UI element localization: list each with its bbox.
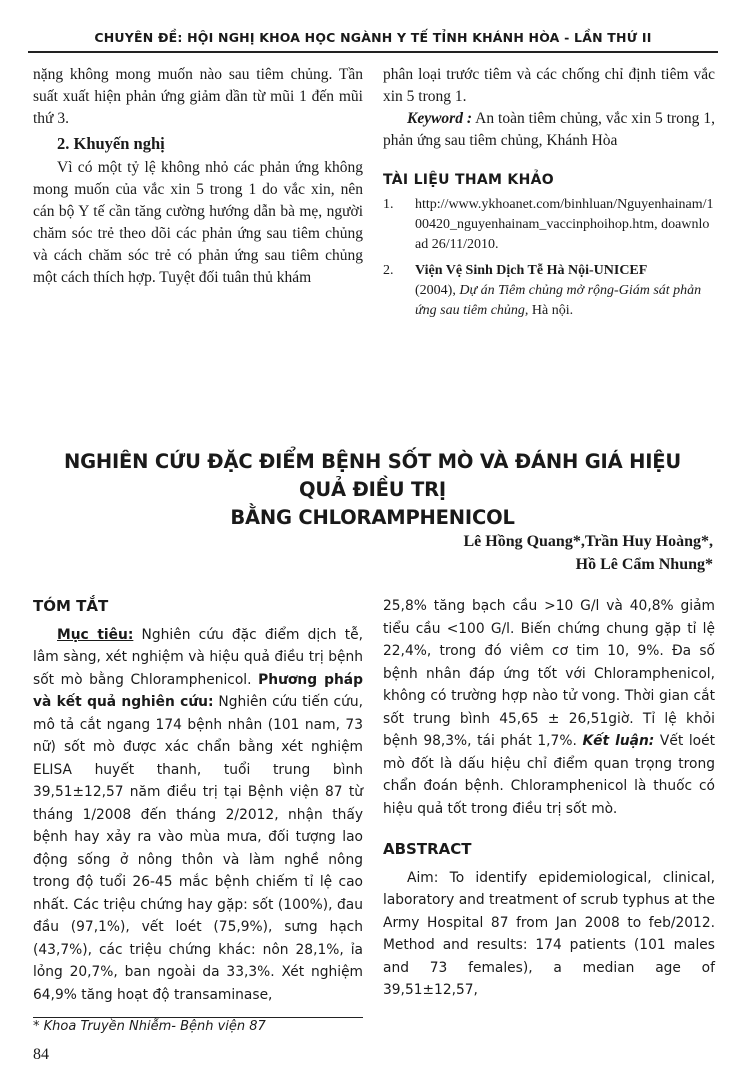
keyword-text: An toàn tiêm chủng, vắc xin 5 trong 1, phản ứng sau tiêm chủng, Khánh Hòa bbox=[383, 110, 715, 149]
top-right-column bbox=[383, 64, 715, 327]
reference-title: Dự án Tiêm chủng mở rộng-Giám sát phản ứng sau tiêm chủng, bbox=[415, 283, 702, 318]
reference-place: Hà nội. bbox=[528, 303, 574, 318]
article-title-line-1: NGHIÊN CỨU ĐẶC ĐIỂM BỆNH SỐT MÒ VÀ ĐÁNH GIÁ HIỆU QUẢ ĐIỀU TRỊ bbox=[63, 450, 682, 501]
article-title-line-2: BẰNG CHLORAMPHENICOL bbox=[230, 506, 515, 529]
reference-number: 1. bbox=[383, 197, 394, 212]
summary-continued-paragraph bbox=[383, 595, 715, 820]
method-label: Phương pháp và kết quả nghiên cứu: bbox=[33, 671, 363, 710]
abstract-paragraph: Aim: To identify epidemiological, clinical, laboratory and treatment of scrub typhus at the Army Hospital 87 from Jan 2008 to feb/2012. Method and results: 174 patients (101 males and 73 females), a median age of 39,51±12,57, bbox=[383, 869, 715, 998]
section-title-recommendations: 2. Khuyến nghị bbox=[57, 134, 165, 153]
top-right-paragraph-1: phân loại trước tiêm và các chống chỉ định tiêm vắc xin 5 trong 1. bbox=[383, 66, 715, 105]
top-left-paragraph-2: Vì có một tỷ lệ không nhỏ các phản ứng không mong muốn của vắc xin 5 trong 1 do vắc xin, nên cán bộ Y tế cần tăng cường hướng dẫn bà mẹ, người chăm sóc trẻ theo dõi các phản ứng sau tiêm chủng và cách chăm sóc trẻ có phản ứng sau tiêm chủng một cách thích hợp. Tuyệt đối tuân thủ khám bbox=[33, 159, 363, 286]
reference-item bbox=[383, 261, 715, 321]
keyword-paragraph bbox=[383, 108, 715, 152]
reference-number: 2. bbox=[383, 263, 394, 278]
reference-link[interactable]: http://www.ykhoanet.com/binhluan/Nguyenhainam/100420_nguyenhainam_vaccinphoihop.htm, doawnload 26/11/2010. bbox=[415, 197, 714, 252]
results-text: 25,8% tăng bạch cầu >10 G/l và 40,8% giảm tiểu cầu <100 G/l. Biến chứng chung gặp tỉ lệ 22,4%, trong đó viêm cơ tim 10, 9%. Đa số bệnh nhân đáp ứng tốt với Chloramphenicol, không có trường hợp nào tử vong. Thời gian cắt sốt trung bình 45,65 ± 26,51giờ. Tỉ lệ khỏi bệnh 98,3%, tái phát 1,7%. bbox=[383, 598, 715, 749]
authors-line-1: Lê Hồng Quang*,Trần Huy Hoàng*, bbox=[463, 533, 713, 550]
reference-authors: Viện Vệ Sinh Dịch Tễ Hà Nội-UNICEF bbox=[415, 263, 648, 278]
aim-label: Mục tiêu: bbox=[57, 626, 134, 643]
running-header: CHUYÊN ĐỀ: HỘI NGHỊ KHOA HỌC NGÀNH Y TẾ TỈNH KHÁNH HÒA - LẦN THỨ II bbox=[94, 30, 652, 45]
conclusion-label: Kết luận: bbox=[582, 733, 655, 749]
method-text: Nghiên cứu tiến cứu, mô tả cắt ngang 174 bệnh nhân (101 nam, 73 nữ) sốt mò được xác chẩn bằng xét nghiệm ELISA huyết thanh, tuổi trung bình 39,51±12,57 năm điều trị tại Bệnh viện 87 từ tháng 1/2008 đến tháng 2/2012, nhận thấy bệnh hay xảy ra vào mùa mưa, đối tượng lao động sống ở nông thôn và làm nghề nông trong độ tuổi 26-45 mắc bệnh chiếm tỉ lệ cao nhất. Các triệu chứng hay gặp: sốt (100%), đau đầu (97,1%), vết loét (75,9%), sưng hạch (43,7%), các triệu chứng khác: nôn 28,1%, ỉa lỏng 20,7%, ban ngoài da 33,3%. Xét nghiệm 64,9% tăng hoạt độ transaminase, bbox=[33, 694, 363, 1003]
authors bbox=[463, 530, 713, 576]
reference-year: (2004), bbox=[415, 283, 460, 298]
authors-line-2: Hồ Lê Cẩm Nhung* bbox=[575, 556, 713, 573]
keyword-label: Keyword : bbox=[407, 110, 473, 127]
reference-item bbox=[383, 195, 715, 255]
reference-text bbox=[415, 261, 715, 321]
top-left-paragraph-1: nặng không mong muốn nào sau tiêm chủng. Tần suất xuất hiện phản ứng giảm dần từ mũi 1 đến mũi thứ 3. bbox=[33, 66, 363, 127]
header-rule bbox=[28, 51, 718, 53]
summary-column bbox=[33, 595, 363, 1006]
abstract-title: ABSTRACT bbox=[383, 840, 472, 858]
summary-title: TÓM TẮT bbox=[33, 597, 109, 615]
references-title: TÀI LIỆU THAM KHẢO bbox=[383, 172, 554, 188]
conclusion-text: Vết loét mò đốt là dấu hiệu chỉ điểm quan trọng trong chẩn đoán bệnh. Chloramphenicol là thuốc có hiệu quả tốt trong điều trị sốt mò. bbox=[383, 733, 715, 817]
footnote: * Khoa Truyền Nhiễm- Bệnh viện 87 bbox=[33, 1019, 266, 1034]
summary-continued-column bbox=[383, 595, 715, 1002]
footnote-rule bbox=[33, 1017, 363, 1018]
top-left-column bbox=[33, 64, 363, 289]
aim-text: Nghiên cứu đặc điểm dịch tễ, lâm sàng, xét nghiệm và hiệu quả điều trị bệnh sốt mò bằng Chloramphenicol. bbox=[33, 626, 363, 688]
page-number: 84 bbox=[33, 1046, 49, 1063]
summary-paragraph bbox=[33, 624, 363, 1007]
article-title bbox=[40, 448, 705, 532]
